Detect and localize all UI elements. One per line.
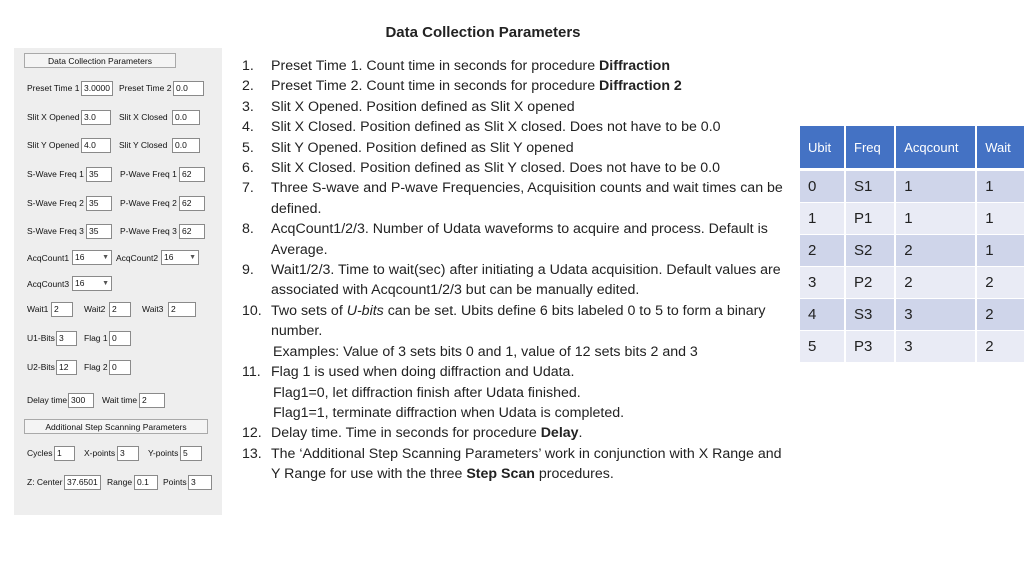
column-header-acqcount: Acqcount [895, 126, 976, 170]
slit-y-opened-input[interactable]: 4.0 [81, 138, 111, 153]
acqcount1-value: 16 [75, 252, 85, 262]
acqcount1-label: AcqCount1 [27, 253, 70, 263]
preset-time-2-input[interactable]: 0.0 [173, 81, 204, 96]
u2-bits-label: U2-Bits [27, 362, 55, 372]
flag2-input[interactable]: 0 [109, 360, 131, 375]
table-row [800, 235, 1024, 267]
preset-time-1-label: Preset Time 1 [27, 83, 80, 93]
list-item [240, 97, 785, 117]
wait2-label: Wait2 [84, 304, 106, 314]
list-item [240, 117, 785, 137]
list-subtext: Examples: Value of 3 sets bits 0 and 1, value of 12 sets bits 2 and 3 [273, 343, 698, 360]
column-header-ubit: Ubit [800, 126, 845, 170]
cycles-input[interactable]: 1 [54, 446, 75, 461]
list-item [240, 178, 785, 219]
slit-y-closed-label: Slit Y Closed [119, 140, 168, 150]
list-text: can be set. Ubits define 6 bits labeled 0 to 5 to form a binary number. [271, 302, 766, 340]
table-cell: 1 [800, 203, 845, 235]
table-cell: 2 [895, 235, 976, 267]
list-item [240, 362, 785, 423]
points-label: Points [163, 477, 187, 487]
table-cell: 5 [800, 331, 845, 363]
list-item [240, 260, 785, 301]
list-number: 4. [242, 119, 254, 136]
list-number: 12. [242, 425, 262, 442]
y-points-label: Y-points [148, 448, 179, 458]
chevron-down-icon: ▼ [189, 254, 196, 261]
table-cell: P2 [845, 267, 895, 299]
list-text: Slit X Opened. Position defined as Slit X opened [271, 98, 575, 115]
list-item [240, 219, 785, 260]
slit-y-closed-input[interactable]: 0.0 [172, 138, 200, 153]
table-cell: 2 [976, 267, 1024, 299]
y-points-input[interactable]: 5 [180, 446, 202, 461]
list-italic-text: U-bits [346, 302, 384, 319]
table-cell: 1 [976, 170, 1024, 203]
page-title: Data Collection Parameters [385, 24, 581, 41]
list-item [240, 56, 785, 76]
table-cell: 2 [800, 235, 845, 267]
table-row [800, 267, 1024, 299]
list-text: Three S-wave and P-wave Frequencies, Acquisition counts and wait times can be defined. [271, 180, 783, 217]
list-item [240, 76, 785, 96]
list-item [240, 444, 785, 485]
acqcount1-select[interactable] [72, 250, 112, 265]
x-points-input[interactable]: 3 [117, 446, 139, 461]
p-wave-freq-1-input[interactable]: 62 [179, 167, 205, 182]
u1-bits-input[interactable]: 3 [56, 331, 77, 346]
table-row [800, 299, 1024, 331]
table-cell: P1 [845, 203, 895, 235]
slit-x-closed-label: Slit X Closed [119, 112, 168, 122]
list-item [240, 423, 785, 443]
acqcount2-value: 16 [164, 252, 174, 262]
table-cell: 4 [800, 299, 845, 331]
table-cell: 1 [895, 170, 976, 203]
wait1-label: Wait1 [27, 304, 49, 314]
table-cell: 2 [976, 299, 1024, 331]
list-bold-text: Diffraction 2 [599, 78, 682, 95]
s-wave-freq-3-label: S-Wave Freq 3 [27, 226, 84, 236]
p-wave-freq-1-label: P-Wave Freq 1 [120, 169, 177, 179]
ubit-table [800, 126, 1024, 362]
list-text: Preset Time 1. Count time in seconds for procedure [271, 58, 600, 74]
list-bold-text: Step Scan [466, 466, 535, 483]
x-points-label: X-points [84, 448, 116, 458]
list-bold-text: Diffraction [599, 58, 670, 74]
list-item [240, 138, 785, 158]
list-text: Preset Time 2. Count time in seconds for procedure [271, 78, 600, 95]
z-center-input[interactable]: 37.6501 [64, 475, 101, 490]
list-text: The ‘Additional Step Scanning Parameters’ work in conjunction with X Range and Y Range for use with the three [271, 445, 782, 483]
slit-x-closed-input[interactable]: 0.0 [172, 110, 200, 125]
u2-bits-input[interactable]: 12 [56, 360, 77, 375]
list-number: 10. [242, 302, 262, 319]
range-label: Range [107, 477, 133, 487]
wait-time-input[interactable]: 2 [139, 393, 165, 408]
table-cell: 1 [976, 235, 1024, 267]
preset-time-1-input[interactable]: 3.0000 [81, 81, 113, 96]
table-row [800, 331, 1024, 363]
preset-time-2-label: Preset Time 2 [119, 83, 172, 93]
list-text: procedures. [534, 466, 614, 483]
table-cell: 3 [895, 331, 976, 363]
table-cell: S1 [845, 170, 895, 203]
z-center-label: Z: Center [27, 477, 63, 487]
slit-x-opened-label: Slit X Opened [27, 112, 80, 122]
flag2-label: Flag 2 [84, 362, 108, 372]
list-number: 1. [242, 58, 254, 74]
slit-x-opened-input[interactable]: 3.0 [81, 110, 111, 125]
table-row [800, 203, 1024, 235]
slit-y-opened-label: Slit Y Opened [27, 140, 80, 150]
list-text: Wait1/2/3. Time to wait(sec) after initiating a Udata acquisition. Default values are associated with Acqcount1/2/3 but can be manually edited. [271, 262, 781, 299]
range-input[interactable]: 0.1 [134, 475, 158, 490]
chevron-down-icon: ▼ [102, 254, 109, 261]
list-text: . [578, 425, 583, 442]
list-text: Slit X Closed. Position defined as Slit Y closed. Does not have to be 0.0 [271, 160, 721, 177]
table-row [800, 170, 1024, 203]
data-collection-parameters-button[interactable]: Data Collection Parameters [24, 53, 176, 68]
s-wave-freq-3-input[interactable]: 35 [86, 224, 112, 239]
list-number: 6. [242, 160, 254, 177]
delay-time-input[interactable]: 300 [68, 393, 94, 408]
p-wave-freq-2-label: P-Wave Freq 2 [120, 198, 177, 208]
additional-step-scanning-parameters-button[interactable]: Additional Step Scanning Parameters [24, 419, 208, 434]
list-item [240, 158, 785, 178]
table-cell: 1 [895, 203, 976, 235]
s-wave-freq-1-label: S-Wave Freq 1 [27, 169, 84, 179]
list-text: Two sets of [271, 302, 347, 319]
wait3-label: Wait3 [142, 304, 164, 314]
table-cell: 3 [895, 299, 976, 331]
table-cell: S2 [845, 235, 895, 267]
s-wave-freq-2-label: S-Wave Freq 2 [27, 198, 84, 208]
flag1-input[interactable]: 0 [109, 331, 131, 346]
parameters-panel [14, 48, 222, 515]
list-number: 5. [242, 139, 254, 156]
acqcount3-label: AcqCount3 [27, 279, 70, 289]
acqcount2-select[interactable] [161, 250, 199, 265]
table-cell: 3 [800, 267, 845, 299]
s-wave-freq-1-input[interactable]: 35 [86, 167, 112, 182]
list-subtext: Flag1=0, let diffraction finish after Udata finished. [273, 384, 581, 401]
list-text: Slit Y Opened. Position defined as Slit Y opened [271, 139, 574, 156]
acqcount3-select[interactable] [72, 276, 112, 291]
wait3-input[interactable]: 2 [168, 302, 196, 317]
table-header-row [800, 126, 1024, 170]
list-text: Flag 1 is used when doing diffraction and Udata. [271, 364, 575, 381]
cycles-label: Cycles [27, 448, 53, 458]
delay-time-label: Delay time [27, 395, 68, 405]
column-header-wait: Wait [976, 126, 1024, 170]
list-number: 2. [242, 78, 254, 95]
list-text: Slit X Closed. Position defined as Slit X closed. Does not have to be 0.0 [271, 119, 721, 136]
list-subtext: Flag1=1, terminate diffraction when Udata is completed. [273, 404, 625, 421]
s-wave-freq-2-input[interactable]: 35 [86, 196, 112, 211]
list-text: AcqCount1/2/3. Number of Udata waveforms to acquire and process. Default is Average. [271, 221, 768, 258]
u1-bits-label: U1-Bits [27, 333, 55, 343]
list-number: 8. [242, 221, 254, 238]
flag1-label: Flag 1 [84, 333, 108, 343]
list-number: 11. [242, 364, 261, 381]
column-header-freq: Freq [845, 126, 895, 170]
wait1-input[interactable]: 2 [51, 302, 73, 317]
wait2-input[interactable]: 2 [109, 302, 131, 317]
points-input[interactable]: 3 [188, 475, 212, 490]
p-wave-freq-3-input[interactable]: 62 [179, 224, 205, 239]
p-wave-freq-2-input[interactable]: 62 [179, 196, 205, 211]
wait-time-label: Wait time [102, 395, 138, 405]
list-number: 13. [242, 445, 262, 462]
list-text: Delay time. Time in seconds for procedure [271, 425, 541, 442]
table-cell: P3 [845, 331, 895, 363]
table-cell: 1 [976, 203, 1024, 235]
list-number: 3. [242, 98, 254, 115]
table-cell: 0 [800, 170, 845, 203]
parameter-description-list [240, 56, 785, 485]
list-item [240, 301, 785, 362]
table-cell: S3 [845, 299, 895, 331]
list-number: 9. [242, 262, 254, 279]
acqcount3-value: 16 [75, 278, 85, 288]
table-cell: 2 [976, 331, 1024, 363]
p-wave-freq-3-label: P-Wave Freq 3 [120, 226, 177, 236]
table-cell: 2 [895, 267, 976, 299]
list-bold-text: Delay [540, 425, 579, 442]
list-number: 7. [242, 180, 254, 197]
acqcount2-label: AcqCount2 [116, 253, 159, 263]
chevron-down-icon: ▼ [102, 280, 109, 287]
